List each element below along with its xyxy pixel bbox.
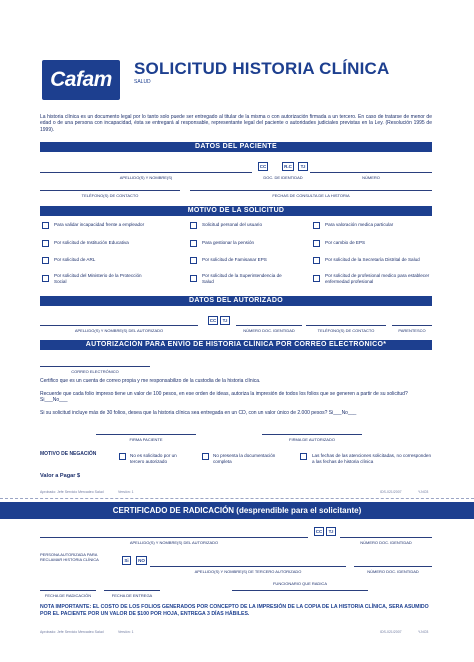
patient-doc-number-field[interactable]: [310, 172, 432, 173]
cert-no-box[interactable]: NO: [136, 556, 147, 565]
cert-doc-cc-box[interactable]: CC: [315, 529, 323, 534]
reason-label: Por solicitud de profesional medico para establecer enfermedad profesional: [325, 273, 430, 284]
filing-official-caption: FUNCIONARIO QUE RADICA: [272, 581, 327, 586]
doc-type-rc-box[interactable]: R.C: [282, 162, 294, 171]
patient-number-caption: NÚMERO: [362, 175, 380, 180]
reason-checkbox[interactable]: [313, 257, 320, 264]
auth-doc-ti-box[interactable]: T.I: [220, 316, 230, 325]
auth-relation-caption: PARENTESCO: [398, 328, 426, 333]
reason-label: Para valoración medica particular: [325, 222, 394, 227]
third-party-doc-field[interactable]: [354, 566, 432, 567]
reason-checkbox[interactable]: [313, 222, 320, 229]
denial-option-label: No es solicitado por un tercero autorizado: [130, 453, 177, 464]
footer-approved: Aprobado: Jefe Servicio Mercadeo Salud: [40, 630, 104, 634]
filing-date-field[interactable]: [40, 590, 96, 591]
footer-code: IDS-021/2007: [380, 490, 402, 494]
authorized-section-header: DATOS DEL AUTORIZADO: [40, 296, 432, 306]
patient-dates-field[interactable]: [190, 190, 432, 191]
footer-page: Y-NO3: [418, 490, 429, 494]
reason-label: Solicitud personal del usuario: [202, 222, 263, 227]
footer-version: Versión: 1: [118, 490, 134, 494]
footer-version: Versión: 1: [118, 630, 134, 634]
denial-option-label: Las fechas de las atenciones solicitadas, no corresponden a las fechas de historia clínica: [312, 453, 432, 464]
certificate-header-text: CERTIFICADO DE RADICACIÓN (desprendible para el solicitante): [112, 506, 362, 515]
cert-doc-number-field[interactable]: [340, 537, 432, 538]
denial-checkbox[interactable]: [119, 453, 126, 460]
delivery-date-field[interactable]: [104, 590, 160, 591]
footer-page: Y-NO3: [418, 630, 429, 634]
patient-signature-caption: FIRMA PACIENTE: [129, 437, 163, 442]
footer-code: IDS-021/2007: [380, 630, 402, 634]
important-note: NOTA IMPORTANTE: EL COSTO DE LOS FOLIOS GENERADOS POR CONCEPTO DE LA IMPRESIÓN DE LA COPIA DE LA HISTORIA CLÍNICA, SERA ASUMIDO POR EL PACIENTE POR UN VALOR DE $100 POR HOJA, ENTREGA 3 DÍAS HÁBILES.: [40, 604, 429, 617]
form-subtitle: SALUD: [134, 79, 151, 85]
reason-section-header: MOTIVO DE LA SOLICITUD: [40, 206, 432, 216]
auth-doc-cc-box[interactable]: CC: [209, 318, 217, 323]
patient-name-field[interactable]: [40, 172, 252, 173]
auth-name-caption: APELLIDO(S) Y NOMBRE(S) DEL AUTORIZADO: [74, 328, 164, 333]
certificate-section-header: [0, 502, 474, 519]
third-party-name-field[interactable]: [150, 566, 346, 567]
auth-doc-caption: NÚMERO DOC. IDENTIDAD: [243, 328, 295, 333]
patient-signature-field[interactable]: [96, 434, 196, 435]
reason-label: Por solicitud del Ministerio de la Protección Social: [54, 273, 142, 284]
auth-signature-field[interactable]: [262, 434, 362, 435]
patient-dates-caption: FECHAS DE CONSULTA DE LA HISTORIA: [272, 193, 350, 198]
reason-checkbox[interactable]: [313, 275, 320, 282]
third-party-doc-caption: NÚMERO DOC. IDENTIDAD: [367, 569, 419, 574]
email-caption: CORREO ELECTRÓNICO: [71, 369, 119, 374]
reason-checkbox[interactable]: [42, 257, 49, 264]
reason-label: Por solicitud de Institución Educativa: [54, 240, 129, 245]
reason-checkbox[interactable]: [190, 240, 197, 247]
patient-phone-field[interactable]: [40, 190, 180, 191]
reason-label: Por solicitud de ARL: [54, 257, 96, 262]
reason-label: Por solicitud de la Superintendencia de Salud: [202, 273, 282, 284]
cafam-logo: Cafam: [42, 60, 120, 100]
cert-si-box[interactable]: Si: [122, 556, 131, 565]
reason-checkbox[interactable]: [42, 275, 49, 282]
doc-type-cc-box[interactable]: CC: [259, 164, 267, 169]
patient-section-header: DATOS DEL PACIENTE: [40, 142, 432, 152]
denial-checkbox[interactable]: [202, 453, 209, 460]
reason-checkbox[interactable]: [190, 275, 197, 282]
email-section-header: AUTORIZACIÓN PARA ENVÍO DE HISTORIA CLÍNICA POR CORREO ELECTRÓNICO*: [40, 340, 432, 350]
reason-label: Por cambio de EPS: [325, 240, 366, 245]
auth-phone-caption: TELÉFONO(S) DE CONTACTO: [317, 328, 375, 333]
auth-name-field[interactable]: [40, 325, 198, 326]
email-certify-text: Certifico que es un cuenta de correo propia y me responsabilizo de la custodia de la historia clínica.: [40, 378, 261, 384]
tear-off-line: [0, 498, 474, 499]
email-field[interactable]: [40, 366, 150, 367]
patient-name-caption: APELLIDO(S) Y NOMBRE(S): [119, 175, 173, 180]
cert-name-field[interactable]: [40, 537, 308, 538]
cert-doc-ti-box[interactable]: T.I: [326, 527, 336, 536]
cd-question-text: Si su solicitud incluye más de 30 folios, desea que la historia clínica sea entregada en un CD, con un valor único de 2.000 pesos? Si___No___: [40, 410, 357, 416]
authorized-person-label: PERSONA AUTORIZADA PARA RECLAMAR HISTORIA CLÍNICA: [40, 552, 99, 562]
folios-question-text: Recuerde que cada folio impreso tiene un valor de 100 pesos, en ese orden de ideas, autoriza la impresión de todos los folios que se generen a partir de su solicitud? Si___No___: [40, 391, 408, 404]
footer-approved: Aprobado: Jefe Servicio Mercadeo Salud: [40, 490, 104, 494]
reason-checkbox[interactable]: [190, 257, 197, 264]
third-party-name-caption: APELLIDO(S) Y NOMBRE(S) DE TERCERO AUTORIZADO: [194, 569, 302, 574]
filing-official-field[interactable]: [232, 590, 368, 591]
reason-checkbox[interactable]: [313, 240, 320, 247]
denial-option-label: No presenta la documentación completa: [213, 453, 276, 464]
reason-label: Por solicitud de la Secretaría Distrital de Salud: [325, 257, 420, 262]
form-title: SOLICITUD HISTORIA CLÍNICA: [134, 59, 390, 78]
reason-checkbox[interactable]: [42, 222, 49, 229]
doc-type-ti-box[interactable]: T.I: [298, 162, 308, 171]
auth-phone-field[interactable]: [306, 325, 386, 326]
reason-checkbox[interactable]: [42, 240, 49, 247]
auth-signature-caption: FIRMA DE AUTORIZADO: [289, 437, 335, 442]
auth-doc-number-field[interactable]: [236, 325, 302, 326]
delivery-date-caption: FECHA DE ENTREGA: [111, 593, 153, 598]
reason-label: Para gestionar la pensión: [202, 240, 255, 245]
cert-name-caption: APELLIDO(S) Y NOMBRE(S) DEL AUTORIZADO: [129, 540, 219, 545]
auth-relation-field[interactable]: [392, 325, 432, 326]
patient-phone-caption: TELÉFONO(S) DE CONTACTO: [81, 193, 139, 198]
reason-checkbox[interactable]: [190, 222, 197, 229]
filing-date-caption: FECHA DE RADICACIÓN: [44, 593, 92, 598]
cert-number-caption: NÚMERO DOC. IDENTIDAD: [360, 540, 412, 545]
denial-checkbox[interactable]: [300, 453, 307, 460]
patient-doc-caption: DOC. DE IDENTIDAD: [263, 175, 303, 180]
reason-label: Por solicitud de Famisanar EPS: [202, 257, 267, 262]
intro-paragraph: La historia clínica es un documento legal por lo tanto solo puede ser entregado al titular de la misma o con autorización firmada a un tercero. En caso de tratarse de menor de edad o de una persona con incapacidad, ésta se entregará al responsable, representante legal del paciente o autoridades judiciales previstas en la Ley. (Resolución 1995 de 1999).: [40, 114, 432, 133]
pay-amount-label: Valor a Pagar $: [40, 473, 81, 479]
denial-label: MOTIVO DE NEGACIÓN: [40, 451, 97, 457]
reason-label: Para validar incapacidad frente a empleador: [54, 222, 145, 227]
